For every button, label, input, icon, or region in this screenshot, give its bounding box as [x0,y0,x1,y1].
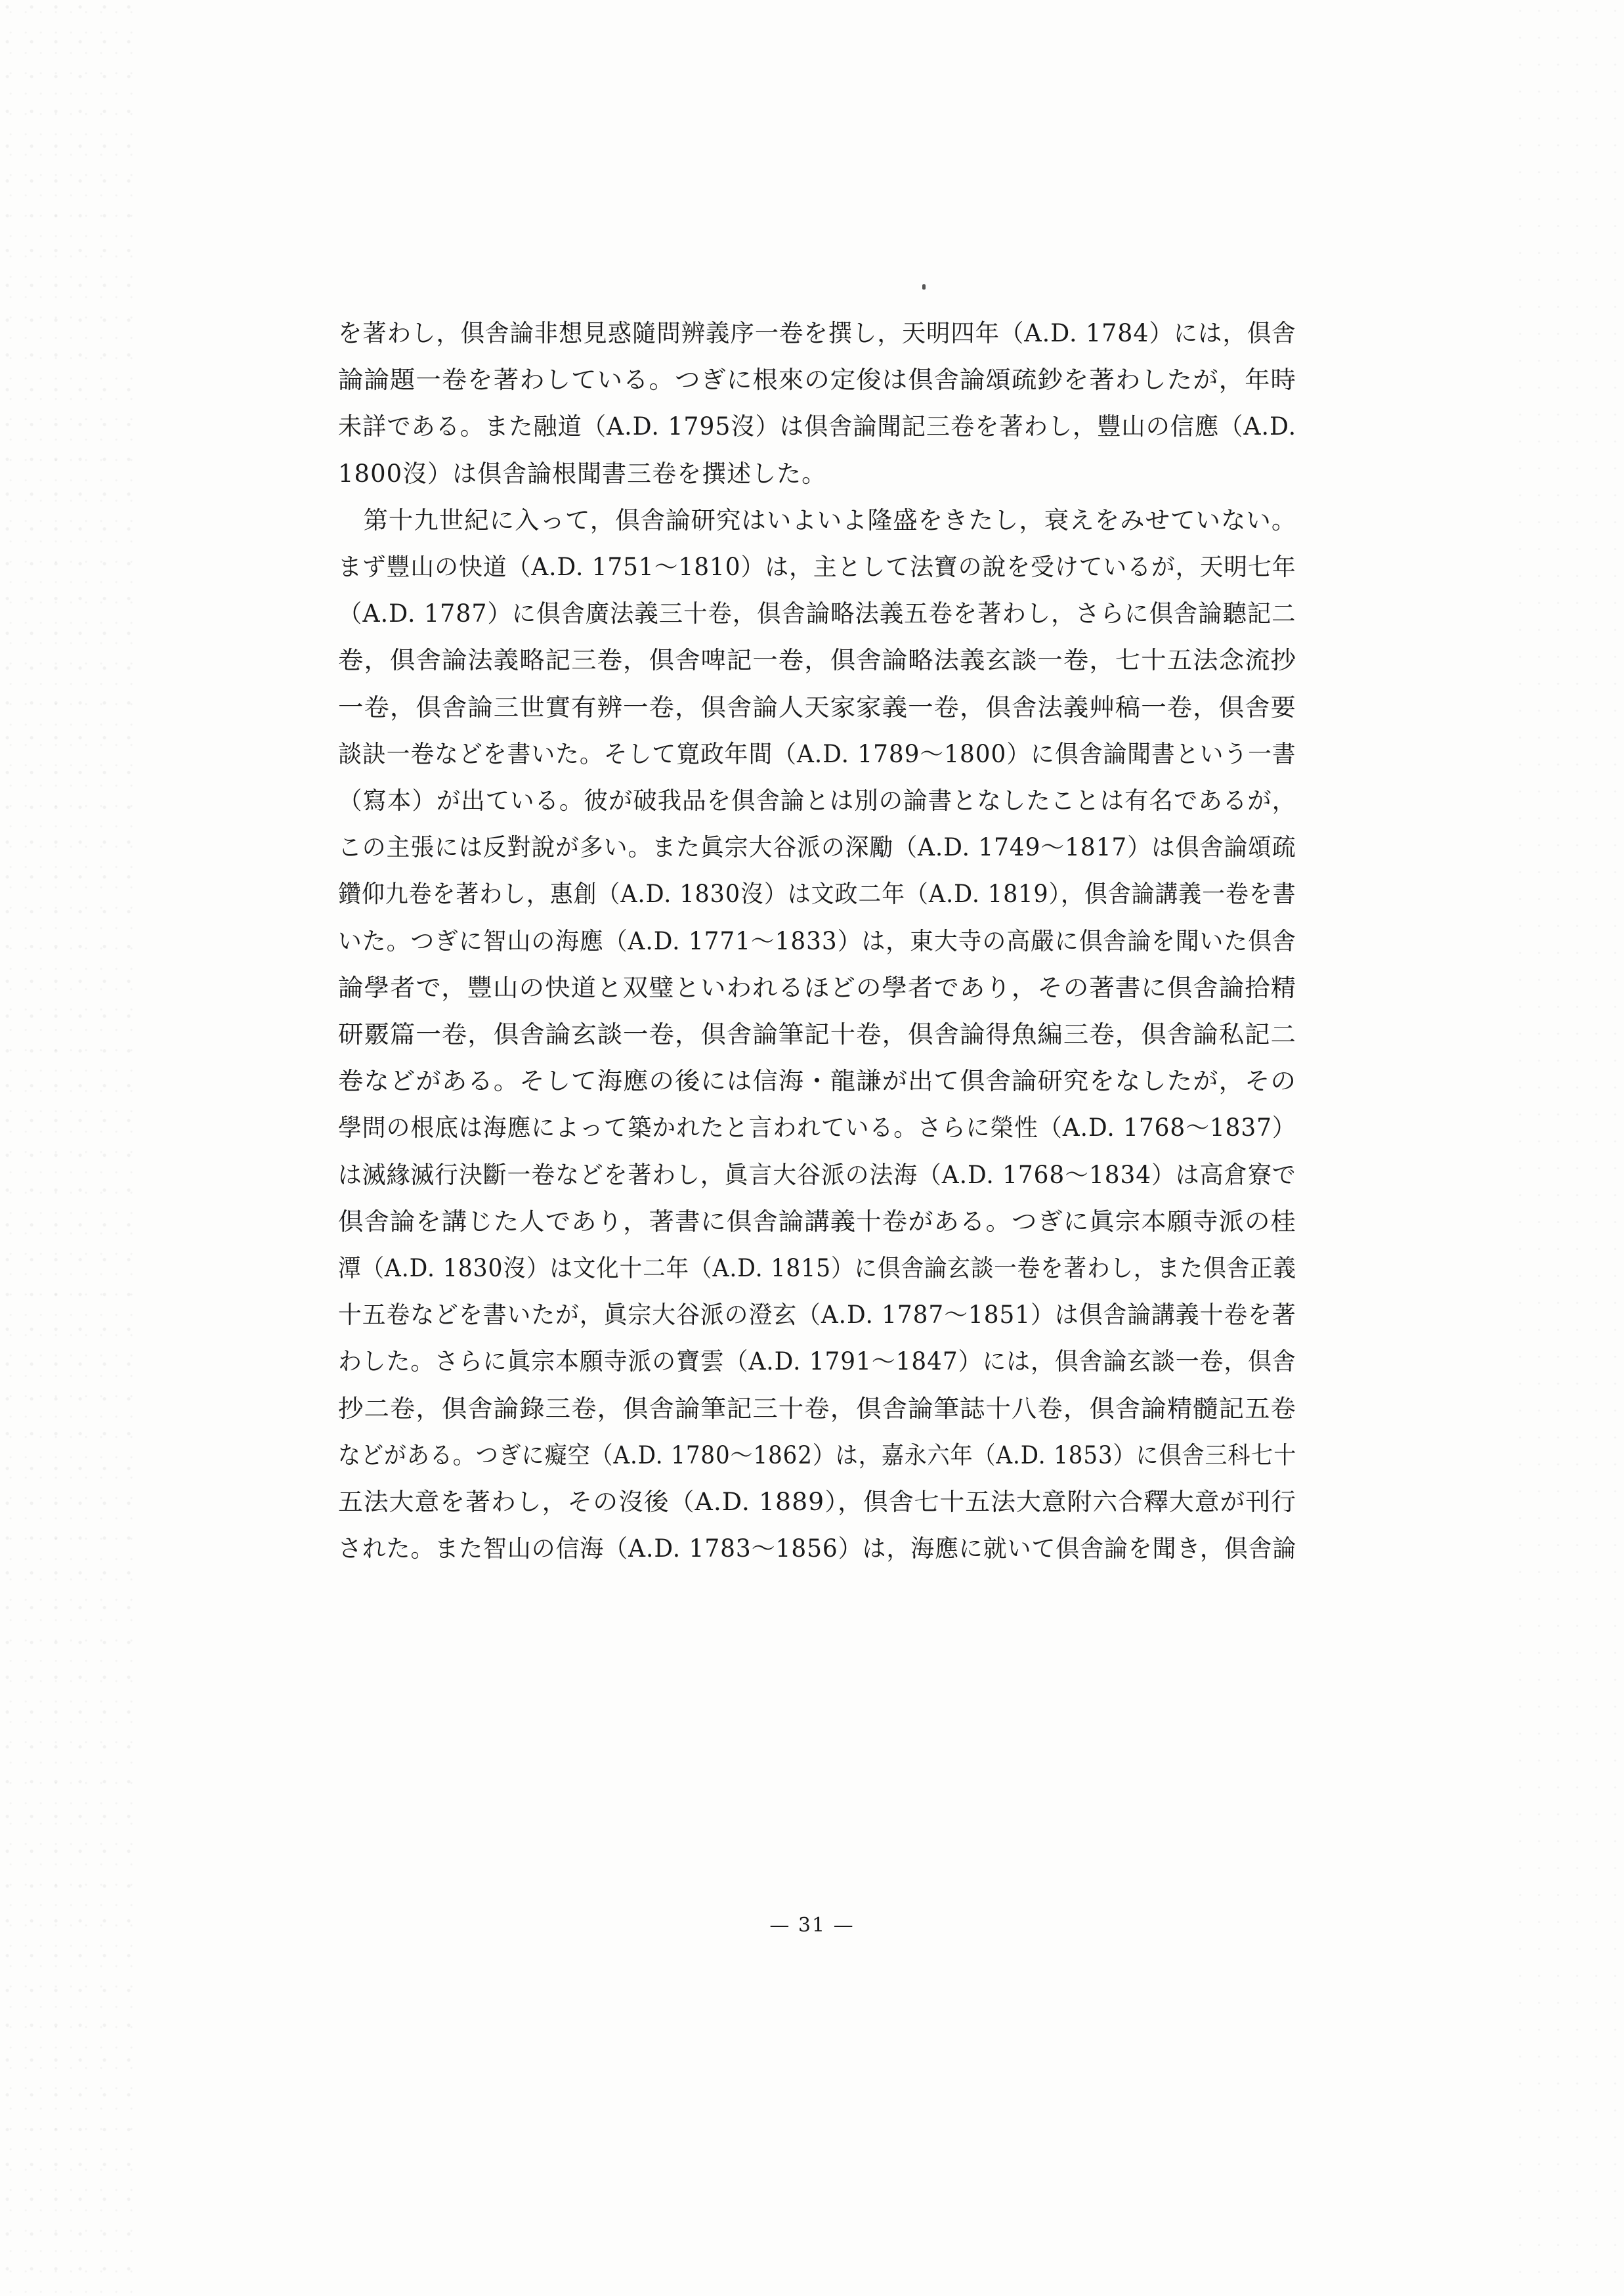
text-line: まず豐山の快道（A.D. 1751～1810）は，主として法寶の說を受けているが，天明七年 [338,553,1296,581]
stray-ink-mark [922,284,926,290]
page-number: — 31 — [769,1914,855,1937]
text-line: 學問の根底は海應によって築かれたと言われている。さらに榮性（A.D. 1768～1837） [338,1114,1296,1142]
scan-noise-left-margin [0,0,138,2296]
text-line: 論論題一卷を著わしている。つぎに根來の定俊は倶舎論頌疏鈔を著わしたが，年時 [338,366,1296,394]
text-line: された。また智山の信海（A.D. 1783～1856）は，海應に就いて倶舎論を聞き，倶舎論 [338,1534,1297,1563]
text-line: 論學者で，豐山の快道と双璧といわれるほどの學者であり，その著書に倶舎論拾精 [338,974,1297,1002]
text-line: 一卷，倶舎論三世實有辨一卷，倶舎論人天家家義一卷，倶舎法義艸稿一卷，倶舎要 [338,693,1296,722]
text-line: 卷などがある。そして海應の後には信海・龍謙が出て倶舎論研究をなしたが，その [338,1067,1296,1095]
text-line: この主張には反對說が多い。また眞宗大谷派の深勵（A.D. 1749～1817）は倶舎論頌疏 [338,833,1296,861]
text-line: 未詳である。また融道（A.D. 1795沒）は倶舎論聞記三卷を著わし，豐山の信應（A.D. [338,412,1297,441]
text-line: 十五卷などを書いたが，眞宗大谷派の澄玄（A.D. 1787～1851）は倶舎論講義十卷を著 [338,1301,1296,1329]
text-line: （寫本）が出ている。彼が破我品を倶舎論とは別の論書となしたことは有名であるが， [338,787,1297,815]
text-line: 潭（A.D. 1830沒）は文化十二年（A.D. 1815）に倶舎論玄談一卷を著わし，また倶舎正義 [338,1254,1297,1282]
text-line: を著わし，倶舎論非想見惑隨問辨義序一卷を撰し，天明四年（A.D. 1784）には，倶舎 [338,319,1296,347]
text-line: 鑽仰九卷を著わし，惠創（A.D. 1830沒）は文政二年（A.D. 1819），倶舎論講義一卷を書 [338,880,1296,908]
text-line: は滅緣滅行決斷一卷などを著わし，眞言大谷派の法海（A.D. 1768～1834）は高倉寮で [338,1161,1296,1189]
text-line: わした。さらに眞宗本願寺派の寶雲（A.D. 1791～1847）には，倶舎論玄談一卷，倶舎 [338,1347,1296,1375]
text-line: 五法大意を著わし，その沒後（A.D. 1889），倶舎七十五法大意附六合釋大意が刊行 [338,1488,1297,1516]
text-line: 第十九世紀に入って，倶舎論研究はいよいよ隆盛をきたし，衰えをみせていない。 [338,506,1297,534]
text-line: いた。つぎに智山の海應（A.D. 1771～1833）は，東大寺の高嚴に倶舎論を聞いた倶舎 [338,927,1296,955]
text-line: 抄二卷，倶舎論錄三卷，倶舎論筆記三十卷，倶舎論筆誌十八卷，倶舎論精髓記五卷 [338,1395,1296,1423]
text-line: 卷，倶舎論法義略記三卷，倶舎啤記一卷，倶舎論略法義玄談一卷，七十五法念流抄 [338,646,1296,674]
text-line: などがある。つぎに癡空（A.D. 1780～1862）は，嘉永六年（A.D. 1853）に倶舎三科七十 [338,1441,1297,1469]
scan-noise-right-margin [1512,0,1624,2296]
text-line: 1800沒）は倶舎論根聞書三卷を撰述した。 [338,460,827,488]
text-line: 談訣一卷などを書いた。そして寛政年間（A.D. 1789～1800）に倶舎論聞書という一書 [338,740,1296,768]
text-line: 倶舎論を講じた人であり，著書に倶舎論講義十卷がある。つぎに眞宗本願寺派の桂 [338,1207,1296,1236]
text-line: 研覈篇一卷，倶舎論玄談一卷，倶舎論筆記十卷，倶舎論得魚編三卷，倶舎論私記二 [338,1020,1296,1049]
text-line: （A.D. 1787）に倶舎廣法義三十卷，倶舎論略法義五卷を著わし，さらに倶舎論聽記二 [338,599,1296,628]
